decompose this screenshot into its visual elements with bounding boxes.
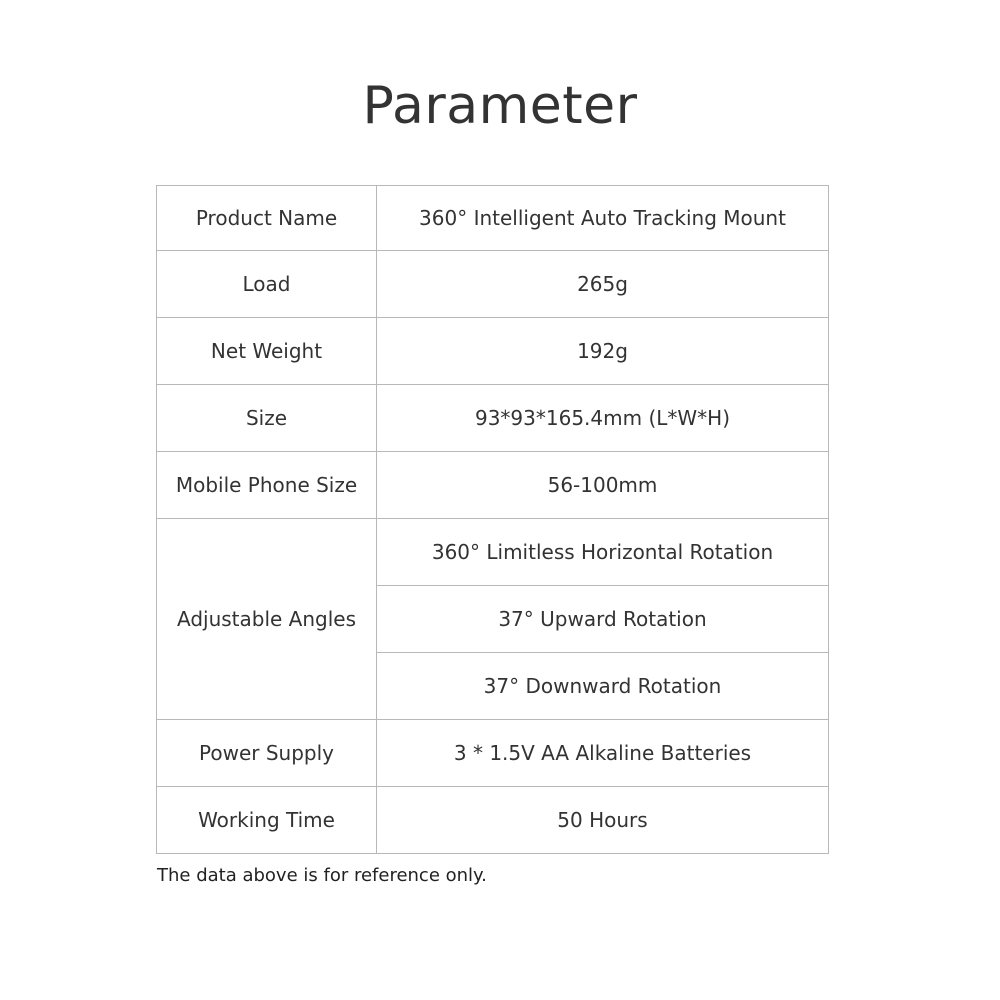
row-value: 37° Downward Rotation <box>377 653 829 720</box>
row-value: 93*93*165.4mm (L*W*H) <box>377 385 829 452</box>
row-label: Product Name <box>157 186 377 251</box>
table-row <box>157 519 829 586</box>
row-label: Mobile Phone Size <box>157 452 377 519</box>
table-row <box>157 318 829 385</box>
row-value: 360° Limitless Horizontal Rotation <box>377 519 829 586</box>
row-label: Adjustable Angles <box>157 519 377 720</box>
footnote: The data above is for reference only. <box>157 865 487 886</box>
table-row <box>157 251 829 318</box>
row-value: 50 Hours <box>377 787 829 854</box>
row-value: 56-100mm <box>377 452 829 519</box>
table-row <box>157 787 829 854</box>
table-row <box>157 720 829 787</box>
row-label: Working Time <box>157 787 377 854</box>
parameter-table <box>156 185 829 854</box>
row-value: 3 * 1.5V AA Alkaline Batteries <box>377 720 829 787</box>
table-row <box>157 452 829 519</box>
row-label: Size <box>157 385 377 452</box>
row-label: Load <box>157 251 377 318</box>
table-row <box>157 385 829 452</box>
row-label: Power Supply <box>157 720 377 787</box>
row-value: 265g <box>377 251 829 318</box>
row-label: Net Weight <box>157 318 377 385</box>
page-title: Parameter <box>362 76 638 136</box>
row-value: 37° Upward Rotation <box>377 586 829 653</box>
row-value: 360° Intelligent Auto Tracking Mount <box>377 186 829 251</box>
table-row <box>157 186 829 251</box>
row-value: 192g <box>377 318 829 385</box>
